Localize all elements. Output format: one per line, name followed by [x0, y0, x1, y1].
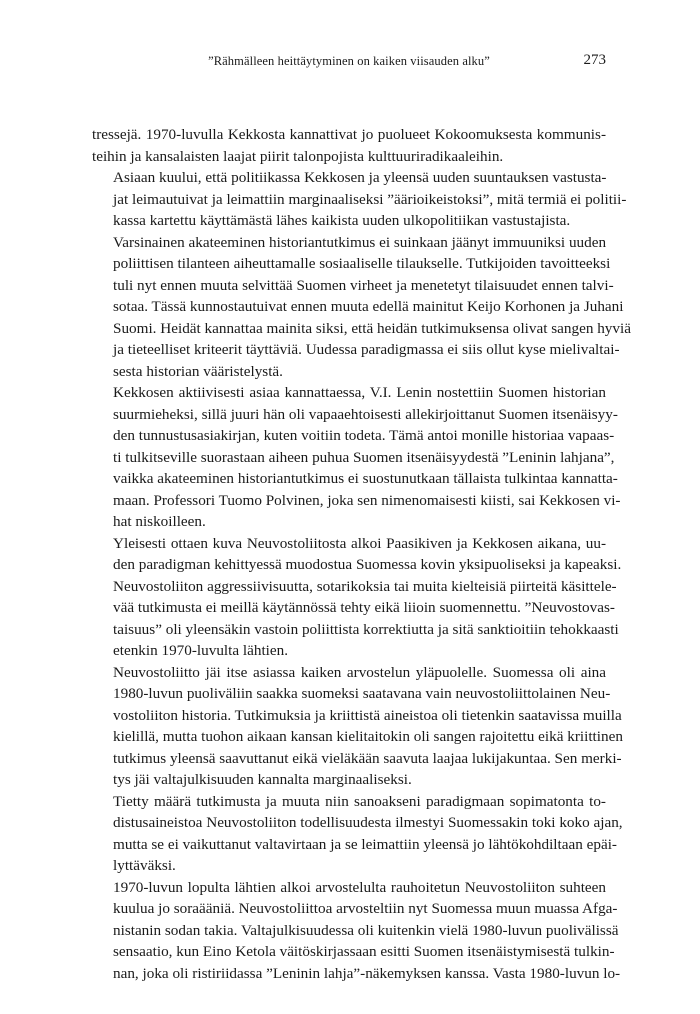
- paragraph: [92, 232, 631, 383]
- text-line: tys jäi valtajulkisuuden kannalta marginaaliseksi.: [113, 771, 412, 788]
- text-line: ti tulkitseville suorastaan aiheen puhua Suomen itsenäisyydestä ”Leninin lahjana”,: [113, 448, 615, 466]
- running-title: ”Rähmälleen heittäytyminen on kaiken viisauden alku”: [208, 54, 490, 68]
- text-line: tressejä. 1970-luvulla Kekkosta kannattivat jo puolueet Kokoomuksesta kommunis-: [92, 126, 606, 143]
- text-line: nan, joka oli ristiriidassa ”Leninin lahja”-näkemyksen kanssa. Vasta 1980-luvun lo-: [113, 964, 621, 982]
- paragraph: [92, 124, 606, 167]
- text-line: suurmieheksi, sillä juuri hän oli vapaaehtoisesti allekirjoittanut Suomen itsenäisyy-: [113, 405, 618, 423]
- body-text: [92, 124, 631, 984]
- paragraph: [92, 791, 623, 877]
- text-line: Neuvostoliitto jäi itse asiassa kaiken arvostelun yläpuolelle. Suomessa oli aina: [113, 663, 606, 681]
- text-line: Suomi. Heidät kannattaa mainita siksi, että heidän tutkimuksensa olivat sangen hyviä: [113, 319, 631, 337]
- text-line: jat leimautuivat ja leimattiin marginaaliseksi ”äärioikeistoksi”, mitä termiä ei politii-: [113, 190, 627, 208]
- text-line: hat niskoilleen.: [113, 513, 206, 530]
- text-line: teihin ja kansalaisten laajat piirit talonpojista kulttuuriradikaaleihin.: [92, 147, 504, 165]
- text-line: sotaa. Tässä kunnostautuivat ennen muuta edellä mainitut Keijo Korhonen ja Juhani: [113, 298, 624, 315]
- text-line: Neuvostoliiton aggressiivisuutta, sotarikoksia tai muita kielteisiä piirteitä käsittele-: [113, 577, 617, 595]
- text-line: Kekkosen aktiivisesti asiaa kannattaessa, V.I. Lenin nostettiin Suomen historian: [113, 384, 606, 401]
- text-line: 1980-luvun puoliväliin saakka suomeksi saatavana vain neuvostoliittolainen Neu-: [113, 685, 611, 702]
- text-line: kielillä, mutta tuohon aikaan kansan kielitaitokin oli sangen rajoitettu eikä kriittinen: [113, 728, 623, 745]
- text-line: Asiaan kuului, että politiikassa Kekkosen ja yleensä uuden suuntauksen vastusta-: [113, 169, 607, 186]
- text-line: vää tutkimusta ei meillä käytännössä tehty eikä liioin suomennettu. ”Neuvostovas-: [113, 599, 615, 616]
- text-line: den tunnustusasiakirjan, kuten voitiin todeta. Tämä antoi monille historiaa vapaas-: [113, 427, 615, 444]
- text-line: vaikka akateeminen historiantutkimus ei suostunutkaan tällaista tulkintaa kannatta-: [113, 470, 618, 487]
- text-line: etenkin 1970-luvulta lähtien.: [113, 642, 289, 659]
- text-line: kuulua jo soraääniä. Neuvostoliittoa arvosteltiin nyt Suomessa muun muassa Afga-: [113, 900, 618, 917]
- text-line: Tietty määrä tutkimusta ja muuta niin sanoakseni paradigmaan sopimatonta to-: [113, 792, 606, 810]
- text-line: maan. Professori Tuomo Polvinen, joka sen nimenomaisesti kiisti, sai Kekkosen vi-: [113, 491, 621, 509]
- paragraph: [92, 662, 623, 791]
- text-line: vostoliiton historia. Tutkimuksia ja kriittistä aineistoa oli tietenkin saatavissa muilla: [113, 706, 622, 724]
- paragraph: [92, 167, 627, 232]
- text-line: nistanin sodan takia. Valtajulkisuudessa oli kuitenkin vielä 1980-luvun puolivälissä: [113, 921, 619, 939]
- text-line: distusaineistoa Neuvostoliiton todellisuudesta ilmestyi Suomessakin toki koko ajan,: [113, 814, 623, 831]
- page-number: 273: [583, 52, 606, 68]
- text-line: Varsinainen akateeminen historiantutkimus ei suinkaan jäänyt immuuniksi uuden: [113, 233, 607, 251]
- text-line: poliittisen tilanteen aiheuttamalle sosiaaliselle tilaukselle. Tutkijoiden tavoitteeksi: [113, 255, 611, 272]
- text-line: mutta se ei vaikuttanut valtavirtaan ja se leimattiin yleensä jo lähtökohdiltaan epäi-: [113, 835, 617, 853]
- text-line: ja tieteelliset kriteerit täyttäviä. Uudessa paradigmassa ei siis ollut kyse mielivaltai-: [113, 341, 620, 358]
- text-line: 1970-luvun lopulta lähtien alkoi arvostelulta rauhoitetun Neuvostoliiton suhteen: [113, 878, 606, 896]
- text-line: sesta historian vääristelystä.: [113, 362, 283, 380]
- text-line: taisuus” oli yleensäkin vastoin poliittista korrektiutta ja sitä sanktioitiin tehokkaasti: [113, 620, 619, 638]
- paragraph: [92, 382, 621, 533]
- text-line: den paradigman kehittyessä muodostua Suomessa kovin yksipuoliseksi ja kapeaksi.: [113, 556, 622, 573]
- text-line: kassa kartettu käyttämästä lähes kaikista uuden ulkopolitiikan vastustajista.: [113, 212, 571, 229]
- paragraph: [92, 877, 621, 985]
- text-line: tuli nyt ennen muuta selvittää Suomen virheet ja menetetyt tilaisuudet ennen talvi-: [113, 276, 614, 294]
- text-line: tutkimus yleensä saavuttanut eikä vieläkään saavuta laajaa lukijakuntaa. Sen merki-: [113, 749, 622, 767]
- text-line: sensaatio, kun Eino Ketola väitöskirjassaan esitti Suomen itsenäistymisestä tulkin-: [113, 943, 615, 960]
- paragraph: [92, 533, 622, 662]
- text-line: lyttäväksi.: [113, 857, 176, 874]
- running-header: [92, 54, 606, 72]
- text-line: Yleisesti ottaen kuva Neuvostoliitosta alkoi Paasikiven ja Kekkosen aikana, uu-: [113, 534, 606, 552]
